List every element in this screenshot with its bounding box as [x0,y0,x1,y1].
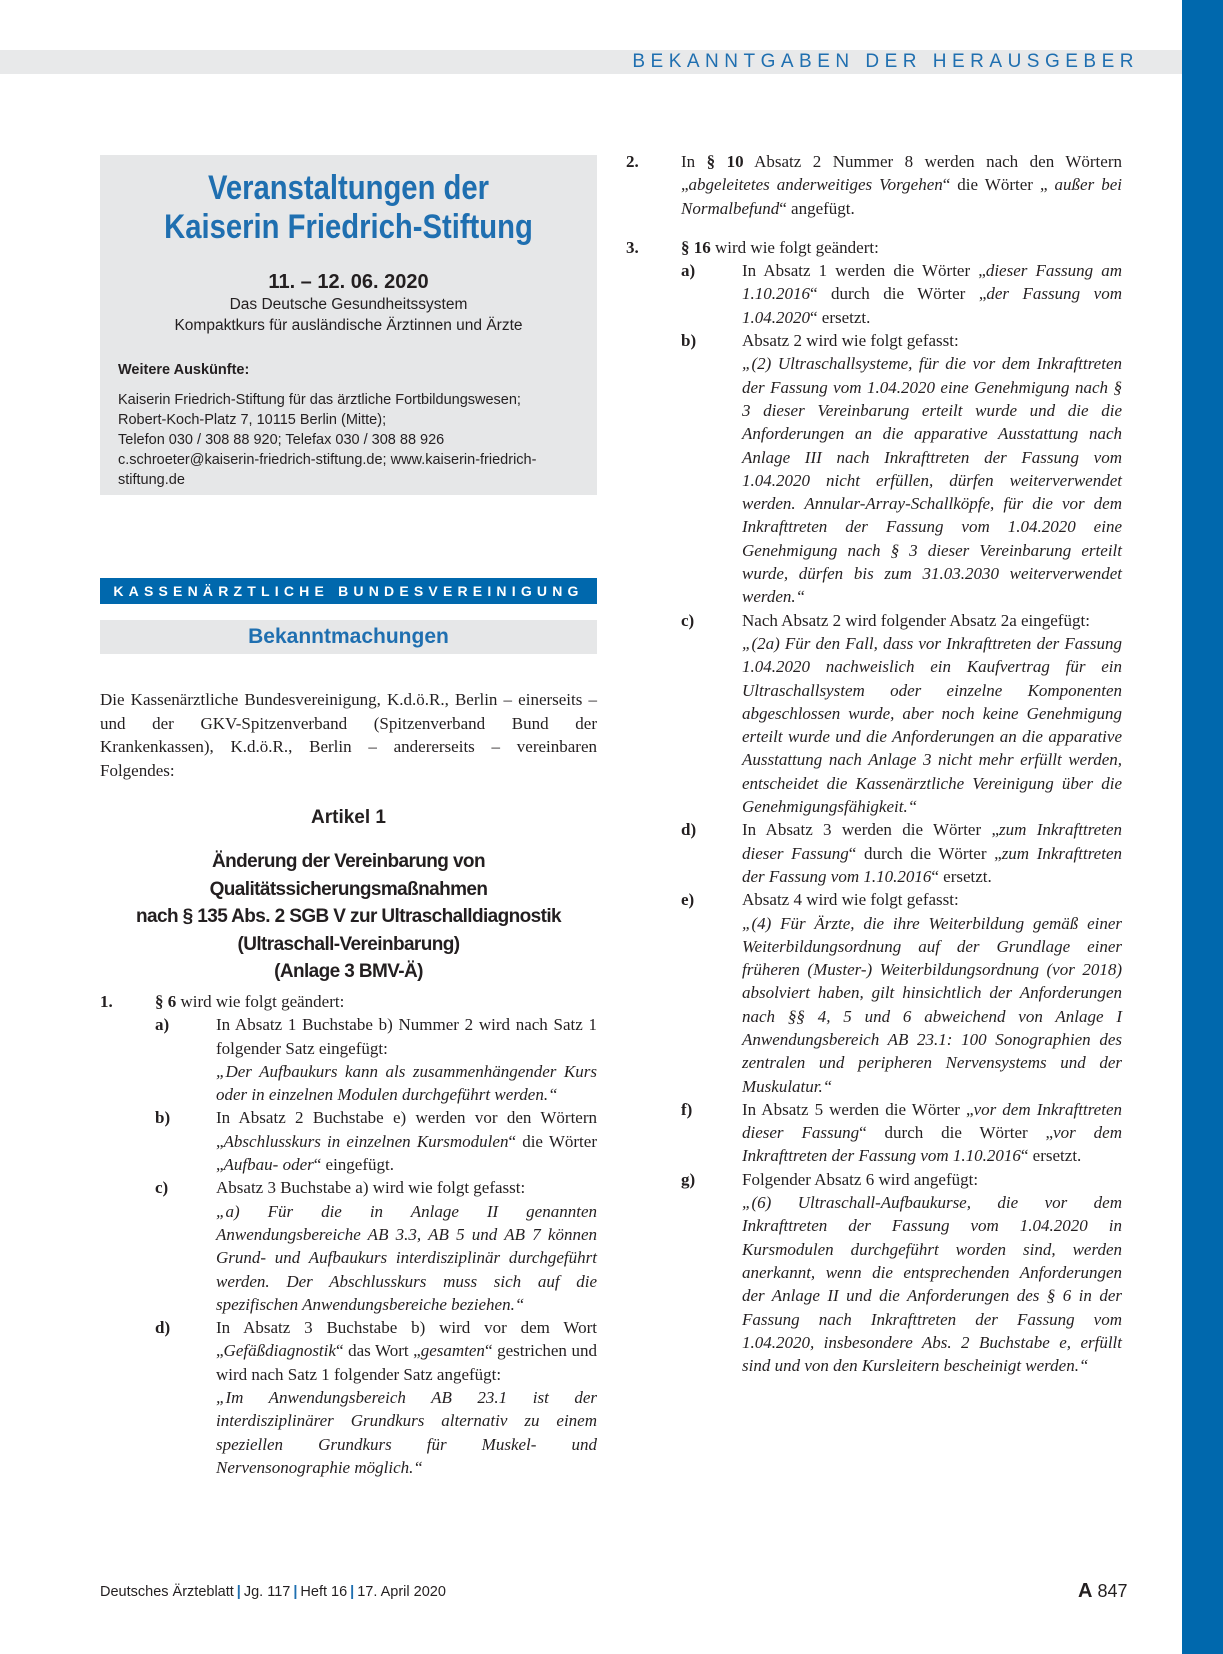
email-web-line: c.schroeter@kaiserin-friedrich-stiftung.de; www.kaiserin-friedrich-stiftung.de [118,452,537,488]
sub-item-e [681,888,1122,1098]
sub-label: g) [681,1169,696,1189]
sub-quote: „Im Anwendungsbereich AB 23.1 ist der interdisziplinärer Grundkurs alternativ zu einem speziellen Grundkurs für Muskel- und Nervensonographie möglich.“ [216,1388,597,1477]
event-title-line-1: Veranstaltungen der [207,169,490,207]
sub-item-a [155,1013,597,1106]
item-number: 3. [626,237,639,257]
italic-part: der Fassung vom 1.04.2020 [742,284,1122,327]
volume: Jg. 117 [243,1584,291,1600]
footer-citation [100,1584,446,1600]
text-part: “ ersetzt. [931,866,992,886]
sub-item-b [681,329,1122,609]
italic-part: abgeleitetes anderweitiges Vorgehen [688,175,943,195]
right-column [626,150,1122,1377]
sub-item-g [681,1168,1122,1378]
sub-text [216,1106,597,1176]
text-part: “ ersetzt. [810,307,871,327]
sub-label: c) [155,1178,169,1198]
sub-text [742,1098,1122,1168]
text-part: “ die Wörter „ [942,175,1048,195]
sub-item-d [681,818,1122,888]
sub-quote: „Der Aufbaukurs kann als zusammenhängender Kurs oder in einzelnen Modulen durchgeführt werden.“ [216,1061,597,1105]
event-subtitle-1: Das Deutsche Gesundheitssystem [229,296,468,313]
sub-text [742,818,1122,888]
item-number: 1. [100,992,113,1011]
sub-label: e) [681,890,695,910]
sub-item-c [681,609,1122,819]
italic-part: zum Inkrafttreten der Fassung vom 1.10.2016 [742,843,1122,886]
left-column [100,990,597,1479]
side-accent-bar [1182,0,1223,1654]
heading-line: nach § 135 Abs. 2 SGB V zur Ultraschalldiagnostik [136,906,561,927]
text-part: In Absatz 3 Buchstabe b) wird vor dem Wort „ [216,1318,597,1361]
text-part: “ ersetzt. [1020,1146,1082,1166]
paragraph-ref: § 10 [706,152,744,171]
italic-part: vor dem Inkrafttreten der Fassung vom 1.10.2016 [742,1123,1122,1166]
sub-label: c) [681,610,695,630]
sub-quote: „(4) Für Ärzte, die ihre Weiterbildung gemäß einer Weiterbildungsordnung auf der Grundlage einer früheren (Muster-) Weiterbildungsordnung (vor 2018) absolviert haben, gilt hinsichtlich der Anforderungen nach §§ 4, 5 und 6 abweichend von Anlage I Anwendungsbereich AB 23.1: 100 Sonographien des zentralen und peripheren Nervensystems und der Muskulatur.“ [742,913,1122,1096]
event-subtitle-2: Kompaktkurs für ausländische Ärztinnen und Ärzte [174,317,523,334]
list-item-2 [626,150,1122,220]
text-part: In Absatz 3 werden die Wörter „ [742,820,999,840]
sub-text: Absatz 2 wird wie folgt gefasst: [742,331,959,351]
sub-label: d) [681,820,697,840]
sub-item-b [155,1106,597,1176]
issue: Heft 16 [300,1584,348,1600]
heading-line: Änderung der Vereinbarung von Qualitätssicherungsmaßnahmen [209,851,488,900]
text-part: In Absatz 2 Buchstabe e) werden vor den Wörtern „ [216,1108,597,1151]
heading-line: (Ultraschall-Vereinbarung) [237,933,460,955]
list-item-1 [100,990,597,1479]
text-part: In Absatz 1 werden die Wörter „ [742,261,986,281]
item-number: 2. [626,152,639,171]
text-part: Absatz 2 Nummer 8 werden nach den Wörtern „ [681,152,1122,195]
article-heading [90,848,607,986]
event-title [135,169,562,247]
text-part: In Absatz 5 werden die Wörter „ [742,1099,974,1119]
italic-part: Gefäßdiagnostik [223,1341,336,1361]
sub-item-f [681,1098,1122,1168]
sub-label: b) [681,331,697,351]
sub-label: d) [155,1318,171,1338]
issue-date: 17. April 2020 [357,1584,446,1600]
italic-part: gesamten [420,1341,485,1361]
page-number [1078,1580,1128,1603]
sub-label: b) [155,1108,171,1128]
sub-text [742,259,1122,329]
text-part: “ durch die Wörter „ [848,843,1002,863]
event-date: 11. – 12. 06. 2020 [268,271,429,293]
sub-quote: „(2a) Für den Fall, dass vor Inkrafttreten der Fassung 1.04.2020 nachweislich ein Kaufvertrag für ein Ultraschallsystem oder einzelne Komponenten abgeschlossen wurde, aber noch keine Genehmigung erteilt wurde und die Anforderungen an die apparative Ausstattung nach Anlage 3 nicht mehr erfüllt werden, entscheidet die Kassenärztliche Vereinigung über die Genehmigungsfähigkeit.“ [742,633,1122,817]
sub-text: Folgender Absatz 6 wird angefügt: [742,1169,979,1189]
sub-text: Nach Absatz 2 wird folgender Absatz 2a eingefügt: [742,610,1090,630]
event-info-box [100,155,597,495]
sub-item-d [155,1316,597,1479]
sub-quote: „(6) Ultraschall-Aufbaukurse, die vor dem Inkrafttreten der Fassung vom 1.04.2020 in Kursmodulen durchgeführt worden sind, werden anerkannt, wenn die entsprechenden Anforderungen der Anlage II und die Anforderungen des § 6 in der Fassung nach Inkrafttreten der Fassung vom 1.04.2020, insbesondere Abs. 2 Buchstabe e, erfüllt sind und von den Kursleitern bescheinigt werden.“ [742,1193,1122,1376]
phone-line: Telefon 030 / 308 88 920; Telefax 030 / 308 88 926 [118,432,445,448]
section-header-title: BEKANNTGABEN DER HERAUSGEBER [632,51,1139,72]
item-intro: wird wie folgt geändert: [176,992,345,1011]
text-part: “ durch die Wörter „ [810,284,987,304]
page-prefix: A [1078,1580,1093,1602]
text-part: “ gestrichen und wird nach Satz 1 folgender Satz angefügt: [216,1341,598,1384]
address-line: Kaiserin Friedrich-Stiftung für das ärztliche Fortbildungswesen; [118,392,521,408]
more-info-label: Weitere Auskünfte: [118,362,250,378]
text-part: “ das Wort „ [335,1341,421,1361]
sub-item-c [155,1176,597,1316]
paragraph-ref: § 6 [155,992,177,1011]
sub-text: Absatz 3 Buchstabe a) wird wie folgt gefasst: [216,1178,526,1198]
sub-text: Absatz 4 wird wie folgt gefasst: [742,890,959,910]
article-label: Artikel 1 [311,807,386,828]
list-item-3 [626,236,1122,1378]
sub-label: a) [155,1015,170,1035]
contact-address [118,390,597,490]
text-part: “ angefügt. [779,198,855,218]
italic-part: Aufbau- oder [223,1155,314,1175]
text-part: “ eingefügt. [313,1155,394,1175]
kbv-section-band: KASSENÄRZTLICHE BUNDESVEREINIGUNG [100,578,597,604]
sub-label: a) [681,261,696,281]
text-part: In [681,152,707,171]
event-title-line-2: Kaiserin Friedrich-Stiftung [164,208,533,246]
sub-item-a [681,259,1122,329]
heading-line: (Anlage 3 BMV-Ä) [274,961,423,982]
page-number-value: 847 [1097,1581,1128,1601]
italic-part: außer bei Normalbefund [681,175,1122,218]
separator: | [293,1584,298,1600]
address-line: Robert-Koch-Platz 7, 10115 Berlin (Mitte); [118,412,387,428]
sub-quote: „a) Für die in Anlage II genannten Anwendungsbereiche AB 3.3, AB 5 und AB 7 können Grund- und Aufbaukurs interdisziplinär durchgeführt werden. Der Abschlusskurs muss sich auf die spezifischen Anwendungsbereiche beziehen.“ [216,1201,597,1314]
italic-part: Abschlusskurs in einzelnen Kursmodulen [223,1131,509,1151]
sub-text [216,1316,597,1386]
text-part: “ durch die Wörter „ [859,1123,1054,1143]
italic-part: zum Inkrafttreten dieser Fassung [742,820,1122,863]
italic-part: dieser Fassung am 1.10.2016 [742,261,1122,304]
paragraph-ref: § 16 [681,237,711,257]
bekanntmachungen-band: Bekanntmachungen [100,620,597,654]
sub-text: In Absatz 1 Buchstabe b) Nummer 2 wird nach Satz 1 folgender Satz eingefügt: [216,1015,597,1058]
sub-quote: „(2) Ultraschallsysteme, für die vor dem Inkrafttreten der Fassung vom 1.04.2020 eine Genehmigung nach § 3 dieser Vereinbarung erteilt wurde und die die Anforderungen an die apparative Ausstattung nach Anlage III nach Inkrafttreten der Fassung vom 1.04.2020 nicht erfüllen, dürfen weiterverwendet werden. Annular-Array-Schallköpfe, für die vor dem Inkrafttreten der Fassung vom 1.04.2020 eine Genehmigung nach § 3 dieser Vereinbarung erteilt wurde, dürfen bis zum 31.03.2030 weiterverwendet werden.“ [742,354,1122,607]
separator: | [236,1584,241,1600]
text-part: “ die Wörter „ [216,1131,597,1175]
intro-paragraph: Die Kassenärztliche Bundesvereinigung, K.d.ö.R., Berlin – einerseits – und der GKV-Spitzenverband (Spitzenverband Bund der Krankenkassen), K.d.ö.R., Berlin – andererseits – vereinbaren Folgendes: [100,690,597,780]
journal-name: Deutsches Ärzteblatt [100,1584,234,1600]
spacer [626,220,1122,236]
sub-label: f) [681,1099,693,1119]
italic-part: vor dem Inkrafttreten dieser Fassung [742,1099,1122,1143]
separator: | [350,1584,355,1600]
item-intro: wird wie folgt geändert: [710,237,879,257]
